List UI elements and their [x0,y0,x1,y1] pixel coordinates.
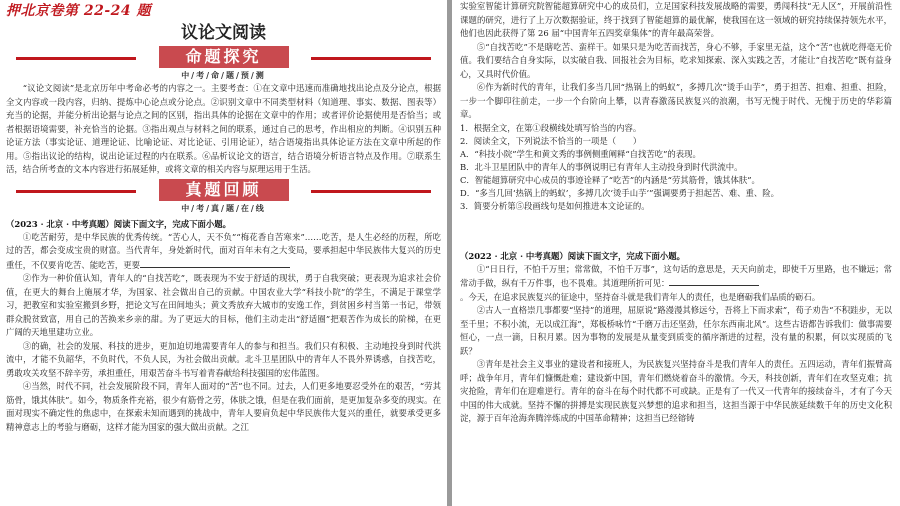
intro-paragraph: “议论文阅读”是北京历年中考命必考的内容之一。主要考查：①在文章中迅速而准确地找出论点及分论点，根据全文内容或一段内容，归纳、提炼中心论点或分论点。②识别文章中不同类型材料（知道理、事实、数据、图表等）充当的论据，并能分析出论据与论点之间的区别，指出具体的论据在文章中的作用；或者评价论据使用是否恰当；或者根据语境需要，补充恰当的论据。③指出观点与材料之间的联系，通过自己的思考，作出相应的判断。④识别五种论证方法（事实论证、道理论证、比喻论证、对比论证、引用论证），结合语境指出具体论证方法在文章中所起的作用。⑤指出议论的结构，说出论证过程的内在联系。⑥品析议论文的语言，结合语境分析语言特点及作用。⑦联系生活，结合所考查的文本内容进行拓展延伸，或将文章的相关内容与原理运用于生活。 [6,83,441,174]
question-item: 3．简要分析第⑤段画线句是如何推进本文论证的。 [460,200,650,211]
question-2022-heading: （2022 · 北京 · 中考真题）阅读下面文字，完成下面小题。 [460,250,686,261]
banner-rule-left [16,57,136,60]
option-d: D．“多当几回‘热锅上的蚂蚁’，多搏几次‘烫手山芋’”强调要勇于担起苦、难、重、险。 [460,187,780,198]
answer-blank [140,258,290,268]
banner-label: 真题回顾 [159,179,289,201]
passage-paragraph: ⑥作为新时代的青年，让我们多当几回“热锅上的蚂蚁”，多搏几次“烫手山芋”，勇于担苦、担难、担重、担险，一步一个脚印往前走，一步一个台阶向上攀，以青春激荡民族复兴的浪潮，书写无愧于时代、无愧于历史的华彩篇章。 [460,82,892,119]
passage-paragraph: ②古人一直格崇几事都要“坚持”的道理，屈原说“路漫漫其修远兮，吾将上下而求索”，荀子劝告“不积跬步，无以至千里；不积小流，无以成江海”，郑板桥咏竹“千磨万击还坚劲，任尔东西南北风”。这些古语都告诉我们：做事需要恒心，一点一滴，日积月累。因为事物的发展是从量变到质变的循序渐进的过程，没有量的积累，何以实现质的飞跃？ [460,305,892,356]
banner-rule-left [16,190,136,193]
left-page [0,0,447,506]
question-item: 1．根据全文，在第①段横线处填写恰当的内容。 [460,122,642,133]
banner-proposition [6,46,441,68]
passage-paragraph: ③青年是社会主义事业的建设者和接班人，为民族复兴坚持奋斗是我们青年人的责任。五四运动，青年们振臂高呼；战争年月，青年们慷慨赴难；建设新中国，青年们燃烧着奋斗的激情。今天，科技创新，青年们在攻坚克难；抗灾抢险，青年们在迎难逆行。青年的奋斗在每个时代都不可或缺。正是有了一代又一代青年的接续奋斗，才有了今天中国的伟大成就。坚持不懈的拼搏是实现民族复兴梦想的追求和担当，这担当源于中华民族延续数千年的历史文化积淀，源于百年沧海奔腾淬炼成的中国革命精神；这担当已经镕铸 [460,359,892,423]
banner-subtitle: 中/考/真/题/在/线 [181,202,266,213]
passage-paragraph-underlined: ⑤“自找苦吃”不是瞎吃苦、蛮样干。如果只是为吃苦而找苦，身心不够，手家里无益，这个“苦”也就吃得毫无价值。我们要结合自身实际，以实破自我、回报社会为目标，吃求知探索、深入实践之苦，才能让“自找苦吃”既有益身心，又具时代价值。 [460,41,892,79]
banner-label: 命题探究 [159,46,289,68]
option-a: A．“科技小院”学生和黄文秀的事例侧重阐释“自找苦吃”的表现。 [460,148,701,159]
option-b: B．北斗卫星团队中的青年人的事例说明已有青年人主动投身到时代洪流中。 [460,161,743,172]
passage-paragraph: 。今天，在追求民族复兴的征途中，坚持奋斗就是我们青年人的责任，也是磨砺我们品质的砺石。 [460,291,821,302]
right-page [452,0,900,506]
blank-space [460,213,892,247]
option-c: C．智能超算研究中心成员的事迹诠释了“吃苦”的内涵是“劳其筋骨，饿其体肤”。 [460,174,760,185]
passage-paragraph: ①“日日行，不怕千万里；常常做，不怕千万事”，这句话的意思是，天天向前走，即使千万里路，也不嫌远；常常动手做，纵有千万件事，也不畏难。其道理所折可见： [460,263,892,288]
passage-paragraph: ③的确，社会的发展、科技的进步，更加迫切地需要青年人的参与和担当。我们只有积极、主动地投身到时代洪流中，才能不负韶华，不负时代，不负人民，为社会做出贡献。北斗卫星团队中的青年人不畏外界诱惑，自找苦吃，勇敢攻关攻坚不辞辛劳，承担重任，用艰苦奋斗书写着青春献给科技强国的宏伟蓝图。 [6,340,441,378]
exam-label: 押北京卷第 22-24 题 [6,3,152,19]
banner-rule-right [311,57,431,60]
banner-rule-right [311,190,431,193]
doc-title: 议论文阅读 [181,23,266,43]
passage-paragraph: ④当然，时代不同，社会发展阶段不同，青年人面对的“苦”也不同。过去，人们更多地要忍受外在的艰苦，“劳其筋骨，饿其体肤”。如今，物质条件充裕，很少有筋骨之劳，体肤之饿，但是在我们面前，是更加复杂多变的现实。在面对现实不确定性的焦虑中，在探索未知而遇到的挑战中，青年人要肩负起中华民族伟大复兴的重任，就要承受更多精神意志上的考验与磨砺，这样才能为国家的强大做出贡献。之江 [6,381,441,432]
banner-review [6,179,441,201]
answer-blank [669,276,759,286]
question-2023-heading: （2023 · 北京 · 中考真题）阅读下面文字，完成下面小题。 [6,218,232,229]
banner-subtitle: 中/考/命/题/预/测 [181,70,266,80]
passage-paragraph: 实验室智能计算研究院智能超算研究中心的成员们，立足国家科技发展战略的需要，勇闯科技“无人区”，开展前沿性课题的研究，进行了上万次数据验证，终于找到了智能超算的最优解，使我国在这一领域的研究持续保持领先水平，他们也因此获得了第 26 届“中国青年五四奖章集体”的青年最高荣誉。 [460,1,892,38]
question-item: 2．阅读全文，下列说法不恰当的一项是（ ） [460,135,642,146]
passage-paragraph: ①吃苦耐劳，是中华民族的优秀传统。“苦心人，天不负”“梅花香自苦寒来”……吃苦，是人生必经的历程，所吃过的苦，都会变成宝贵的财富。当代青年，身处新时代，面对百年未有之大变局，要承担起中华民族伟大复兴的历史重任，不仅要肯吃苦、能吃苦，更要 [6,231,441,270]
passage-paragraph: ②作为一种价值认知，青年人的“自找苦吃”，既表现为不安于舒适的现状，勇于自我突破；更表现为追求社会价值，在更大的舞台上施展才华，为国家、社会做出自己的贡献。中国农业大学“科技小院”的学生，不满足于课堂学习，把教室和实验室搬到乡野，把论文写在田间地头；黄文秀放弃大城市的安逸工作，到贫困乡村当第一书记，带领群众脱贫致富，用自己的苦换来乡亲的甜。为了更远大的目标，他们主动走出“舒适圈”把艰苦作为成长的阶梯，在更广阔的天地里建功立业。 [6,273,441,337]
